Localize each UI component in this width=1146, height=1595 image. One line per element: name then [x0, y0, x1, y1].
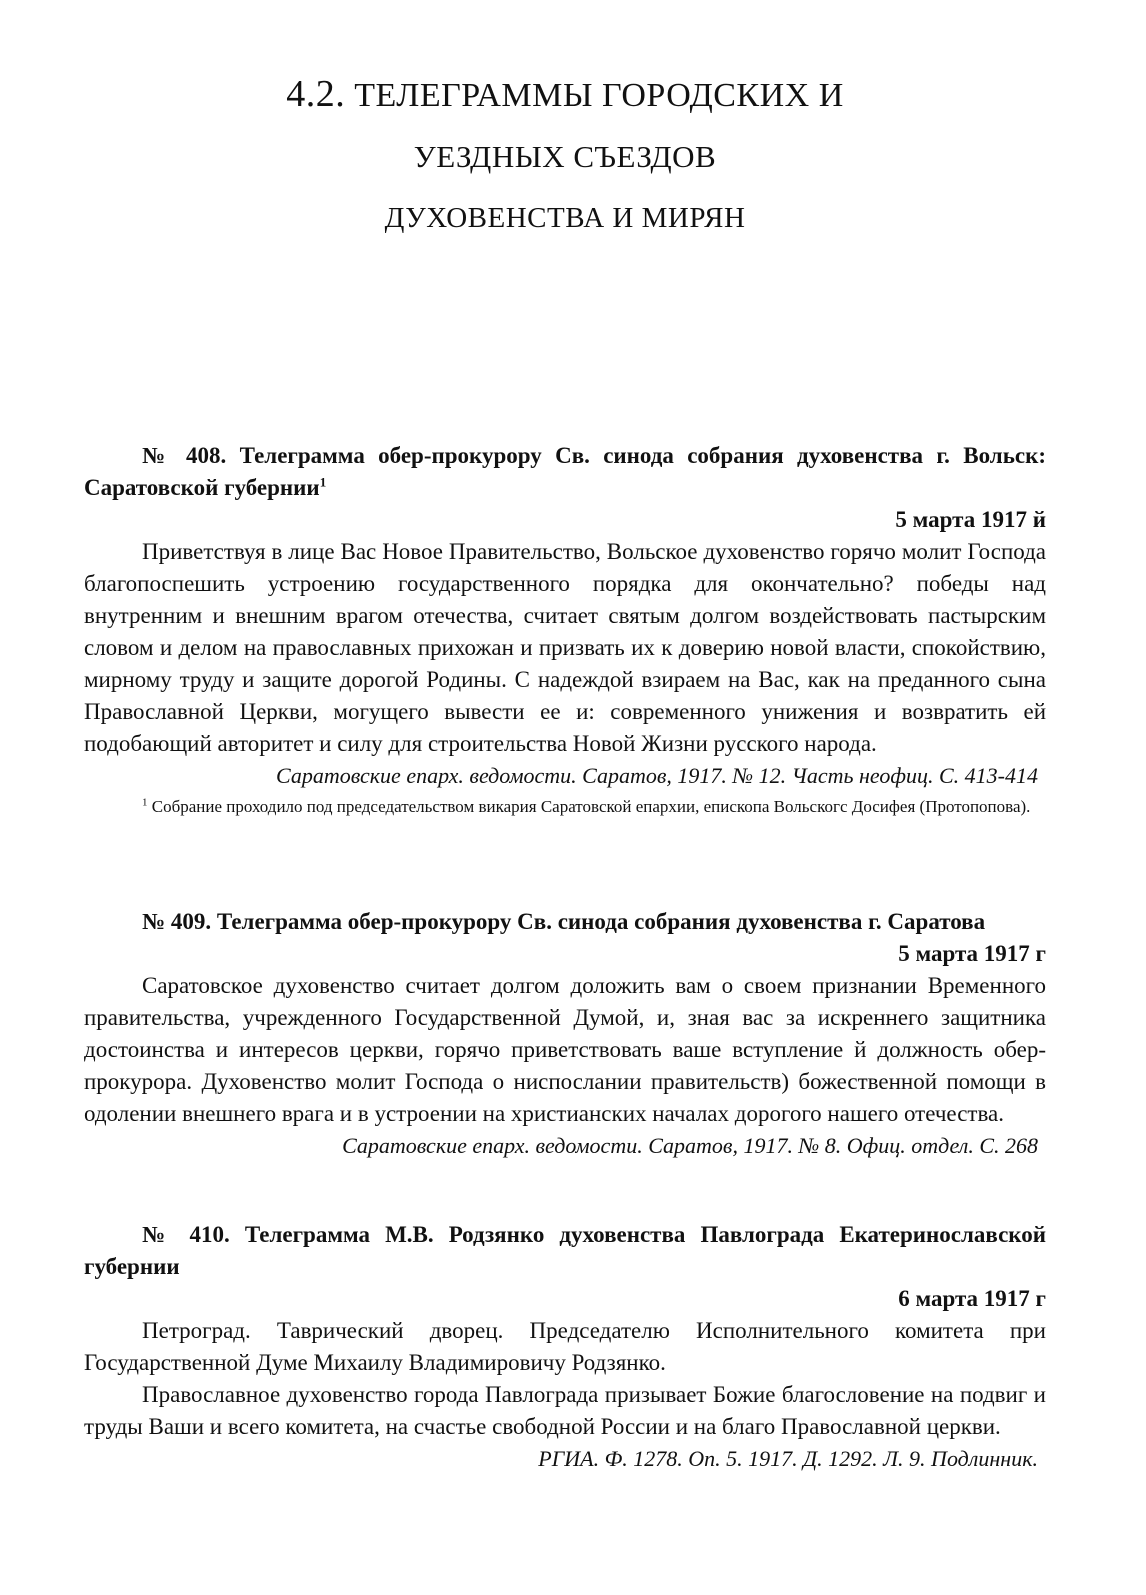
document-paragraph: Православное духовенство города Павлограда призывает Божие благословение на подвиг и труды Ваши и всего комитета, на счастье свободной России и на благо Православной церкви.	[84, 1382, 1046, 1439]
document-source: РГИА. Ф. 1278. Оп. 5. 1917. Д. 1292. Л. 9. Подлинник.	[538, 1446, 1038, 1471]
document-date: 5 марта 1917 й	[895, 507, 1046, 532]
chapter-title-line-2: УЕЗДНЫХ СЪЕЗДОВ	[413, 139, 717, 174]
document-source: Саратовские епарх. ведомости. Саратов, 1917. № 12. Часть неофиц. С. 413-414	[276, 763, 1038, 788]
document-source: Саратовские епарх. ведомости. Саратов, 1917. № 8. Офиц. отдел. С. 268	[342, 1133, 1038, 1158]
footnote-number: 1	[142, 796, 148, 809]
document-heading: № 410. Телеграмма М.В. Родзянко духовенства Павлограда Екатеринославской губернии	[84, 1222, 1046, 1279]
document-entry-409	[84, 906, 1046, 1162]
chapter-title-line-1	[84, 70, 1046, 120]
chapter-title-text-1: ТЕЛЕГРАММЫ ГОРОДСКИХ И	[354, 77, 844, 114]
footnote-text: Собрание проходило под председательством викария Саратовской епархии, епископа Вольскогс Досифея (Протопопова).	[151, 797, 1031, 816]
document-entry-410	[84, 1219, 1046, 1475]
chapter-number: 4.2.	[286, 73, 346, 115]
footnote	[84, 792, 1046, 822]
footnote-mark: 1	[319, 474, 327, 490]
chapter-title-line-3: ДУХОВЕНСТВА И МИРЯН	[384, 202, 746, 234]
document-entry-408	[84, 440, 1046, 822]
document-date: 5 марта 1917 г	[898, 941, 1046, 966]
document-heading: № 409. Телеграмма обер-прокурору Св. синода собрания духовенства г. Саратова	[142, 909, 986, 934]
document-heading-text: № 408. Телеграмма обер-прокурору Св. синода собрания духовенства г. Вольск: Саратовской губернии	[84, 443, 1046, 500]
document-heading	[84, 440, 1046, 504]
document-date: 6 марта 1917 г	[898, 1286, 1046, 1311]
document-paragraph: Петроград. Таврический дворец. Председателю Исполнительного комитета при Государственной Думе Михаилу Владимировичу Родзянко.	[84, 1318, 1046, 1375]
document-paragraph: Приветствуя в лице Вас Новое Правительство, Вольское духовенство горячо молит Господа благопоспешить устроению государственного порядка для окончательно? победы над внутренним и внешним врагом отечества, считает святым долгом воздействовать пастырским словом и делом на православных прихожан и призвать их к доверию новой власти, спокойствию, мирному труду и защите дорогой Родины. С надеждой взираем на Вас, как на преданного сына Православной Церкви, могущего вывести ее и: современного унижения и возвратить ей подобающий авторитет и силу для строительства Новой Жизни русского народа.	[84, 539, 1046, 756]
document-paragraph: Саратовское духовенство считает долгом доложить вам о своем признании Временного правительства, учрежденного Государственной Думой, и, зная вас за искреннего защитника достоинства и интересов церкви, горячо приветствовать ваше вступление й должность обер-прокурора. Духовенство молит Господа о ниспослании правительств) божественной помощи в одолении внешнего врага и в устроении на христианских началах дорогого нашего отечества.	[84, 973, 1046, 1126]
